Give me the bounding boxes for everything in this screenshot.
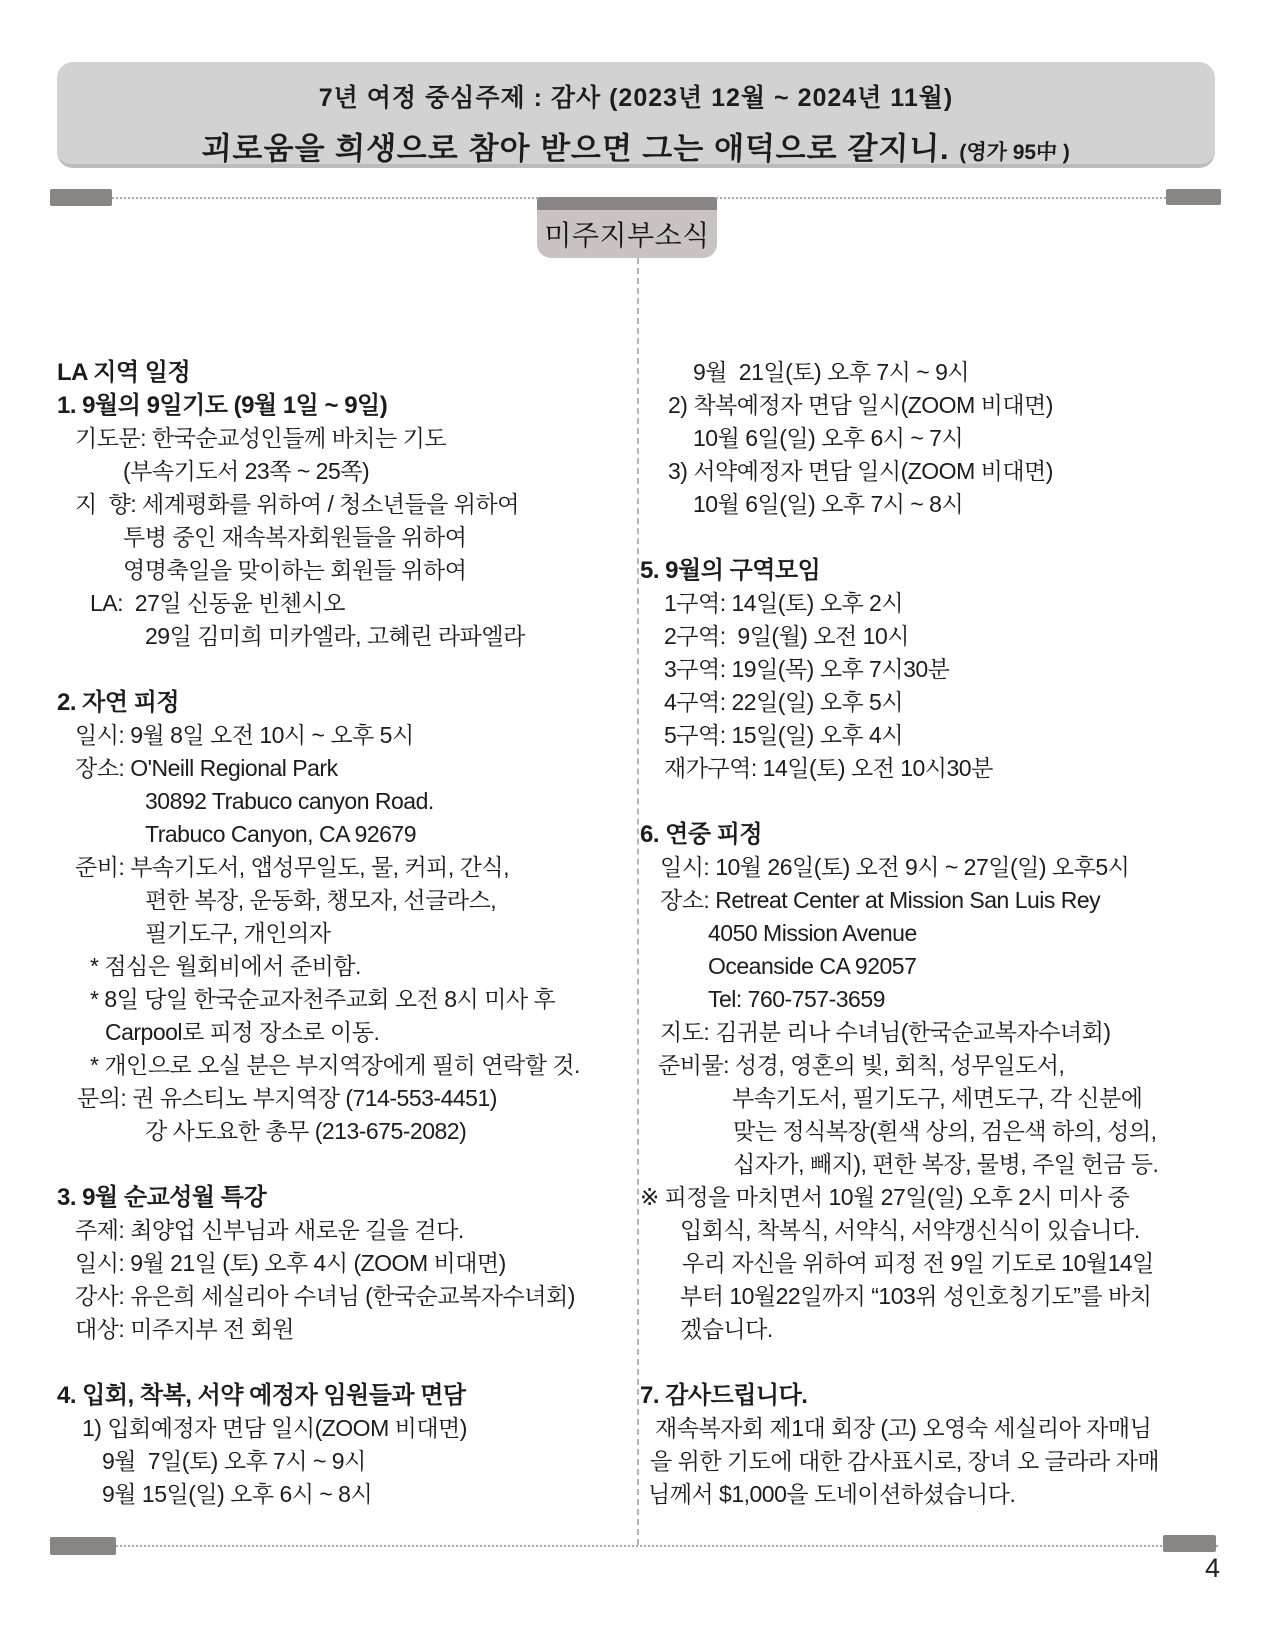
- text-line: 기도문: 한국순교성인들께 바치는 기도: [75, 425, 447, 451]
- text-line: LA 지역 일정: [57, 359, 191, 386]
- text-line: Trabuco Canyon, CA 92679: [145, 821, 416, 847]
- text-line: 대상: 미주지부 전 회원: [75, 1316, 295, 1342]
- text-line: 29일 김미희 미카엘라, 고혜린 라파엘라: [145, 623, 525, 649]
- text-line: 준비: 부속기도서, 앱성무일도, 물, 커피, 간식,: [75, 854, 509, 880]
- page-number: 4: [1204, 1553, 1220, 1583]
- text-line: 3) 서약예정자 면담 일시(ZOOM 비대면): [668, 458, 1053, 484]
- text-line: 9월 15일(일) 오후 6시 ~ 8시: [102, 1481, 373, 1507]
- blank-line: [640, 1346, 1230, 1379]
- text-line: 10월 6일(일) 오후 7시 ~ 8시: [693, 491, 964, 517]
- text-line: 맞는 정식복장(흰색 상의, 검은색 하의, 성의,: [733, 1118, 1157, 1144]
- text-line: 재가구역: 14일(토) 오전 10시30분: [664, 755, 993, 781]
- text-line: 5. 9월의 구역모임: [640, 557, 821, 584]
- text-line: 10월 6일(일) 오후 6시 ~ 7시: [693, 425, 964, 451]
- banner-quote-reference: (영가 95中 ): [958, 141, 1071, 164]
- text-line: 편한 복장, 운동화, 챙모자, 선글라스,: [145, 887, 497, 913]
- banner-title: [57, 78, 1215, 114]
- text-line: 4050 Mission Avenue: [708, 920, 917, 946]
- text-line: 1. 9월의 9일기도 (9월 1일 ~ 9일): [57, 392, 388, 419]
- text-line: ※ 피정을 마치면서 10월 27일(일) 오후 2시 미사 중: [640, 1184, 1130, 1210]
- header-right-endcap: [1166, 189, 1221, 205]
- text-line: * 개인으로 오실 분은 부지역장에게 필히 연락할 것.: [90, 1052, 580, 1078]
- banner-quote-text: 괴로움을 희생으로 참아 받으면 그는 애덕으로 갈지니.: [201, 131, 951, 166]
- text-line: 일시: 9월 21일 (토) 오후 4시 (ZOOM 비대면): [75, 1250, 506, 1276]
- text-line: 2) 착복예정자 면담 일시(ZOOM 비대면): [668, 392, 1053, 418]
- text-line: 3구역: 19일(목) 오후 7시30분: [664, 656, 950, 682]
- text-line: Tel: 760-757-3659: [708, 986, 885, 1012]
- text-line: 우리 자신을 위하여 피정 전 9일 기도로 10월14일: [682, 1250, 1154, 1276]
- text-line: 영명축일을 맞이하는 회원들 위하여: [123, 557, 467, 583]
- text-line: 4. 입회, 착복, 서약 예정자 임원들과 면담: [57, 1382, 466, 1409]
- text-line: 9월 21일(토) 오후 7시 ~ 9시: [693, 359, 970, 385]
- text-line: 1) 입회예정자 면담 일시(ZOOM 비대면): [82, 1415, 467, 1441]
- section-tab-label: 미주지부소식: [544, 220, 710, 251]
- column-divider: [637, 258, 639, 1545]
- banner-quote: [56, 123, 1216, 168]
- text-line: 부속기도서, 필기도구, 세면도구, 각 신분에: [732, 1085, 1143, 1111]
- text-line: 9월 7일(토) 오후 7시 ~ 9시: [102, 1448, 366, 1474]
- blank-line: [640, 785, 1230, 818]
- theme-banner: [57, 62, 1215, 168]
- text-line: 겠습니다.: [680, 1316, 773, 1342]
- text-line: (부속기도서 23쪽 ~ 25쪽): [123, 458, 370, 484]
- banner-title-period: (2023년 12월 ~ 2024년 11월): [609, 84, 954, 112]
- blank-line: [57, 1148, 635, 1181]
- footer-dotted-rule: [57, 1545, 1218, 1547]
- text-line: Oceanside CA 92057: [708, 953, 917, 979]
- text-line: 30892 Trabuco canyon Road.: [145, 788, 434, 814]
- text-line: 투병 중인 재속복자회원들을 위하여: [123, 524, 467, 550]
- text-line: LA: 27일 신동윤 빈첸시오: [90, 590, 345, 616]
- text-line: 1구역: 14일(토) 오후 2시: [664, 590, 904, 616]
- text-line: 주제: 최양업 신부님과 새로운 길을 걷다.: [75, 1217, 464, 1243]
- text-line: 지도: 김귀분 리나 수녀님(한국순교복자수녀회): [660, 1019, 1111, 1045]
- left-column: [57, 258, 635, 1545]
- footer-left-endcap: [50, 1537, 116, 1555]
- blank-line: [57, 653, 635, 686]
- text-line: 일시: 10월 26일(토) 오전 9시 ~ 27일(일) 오후5시: [660, 854, 1130, 880]
- right-column: [640, 258, 1230, 1545]
- blank-line: [640, 521, 1230, 554]
- text-line: 지 향: 세계평화를 위하여 / 청소년들을 위하여: [75, 491, 519, 517]
- text-line: 2. 자연 피정: [57, 689, 180, 716]
- text-line: 강사: 유은희 세실리아 수녀님 (한국순교복자수녀회): [75, 1283, 575, 1309]
- blank-line: [57, 1346, 635, 1379]
- text-line: 부터 10월22일까지 “103위 성인호칭기도”를 바치: [680, 1283, 1152, 1309]
- footer-right-endcap: [1163, 1535, 1216, 1552]
- text-line: 장소: O'Neill Regional Park: [75, 755, 338, 781]
- text-line: 입회식, 착복식, 서약식, 서약갱신식이 있습니다.: [680, 1217, 1140, 1243]
- text-line: 문의: 권 유스티노 부지역장 (714-553-4451): [77, 1085, 497, 1111]
- text-line: 장소: Retreat Center at Mission San Luis Rey: [660, 887, 1101, 913]
- text-line: Carpool로 피정 장소로 이동.: [105, 1019, 380, 1045]
- text-line: 4구역: 22일(일) 오후 5시: [664, 689, 904, 715]
- text-line: 을 위한 기도에 대한 감사표시로, 장녀 오 글라라 자매: [650, 1448, 1160, 1474]
- text-line: 3. 9월 순교성월 특강: [57, 1184, 267, 1211]
- text-line: * 점심은 월회비에서 준비함.: [90, 953, 361, 979]
- header-left-endcap: [50, 189, 112, 206]
- text-line: 6. 연중 피정: [640, 821, 763, 848]
- text-line: 재속복자회 제1대 회장 (고) 오영숙 세실리아 자매님: [655, 1415, 1152, 1441]
- text-line: 5구역: 15일(일) 오후 4시: [664, 722, 904, 748]
- text-line: 일시: 9월 8일 오전 10시 ~ 오후 5시: [75, 722, 414, 748]
- text-line: 2구역: 9일(월) 오전 10시: [664, 623, 909, 649]
- text-line: * 8일 당일 한국순교자천주교회 오전 8시 미사 후: [90, 986, 556, 1012]
- section-tab-body: [537, 210, 717, 258]
- text-line: 준비물: 성경, 영혼의 빛, 회칙, 성무일도서,: [658, 1052, 1065, 1078]
- section-tab-topbar: [537, 197, 717, 210]
- banner-title-text: 7년 여정 중심주제 : 감사: [318, 84, 602, 112]
- text-line: 강 사도요한 총무 (213-675-2082): [145, 1118, 467, 1144]
- text-line: 필기도구, 개인의자: [145, 920, 331, 946]
- section-tab: [537, 197, 717, 258]
- text-line: 십자가, 빼지), 편한 복장, 물병, 주일 헌금 등.: [733, 1151, 1159, 1177]
- text-line: 님께서 $1,000을 도네이션하셨습니다.: [648, 1481, 1016, 1507]
- text-line: 7. 감사드립니다.: [640, 1382, 808, 1409]
